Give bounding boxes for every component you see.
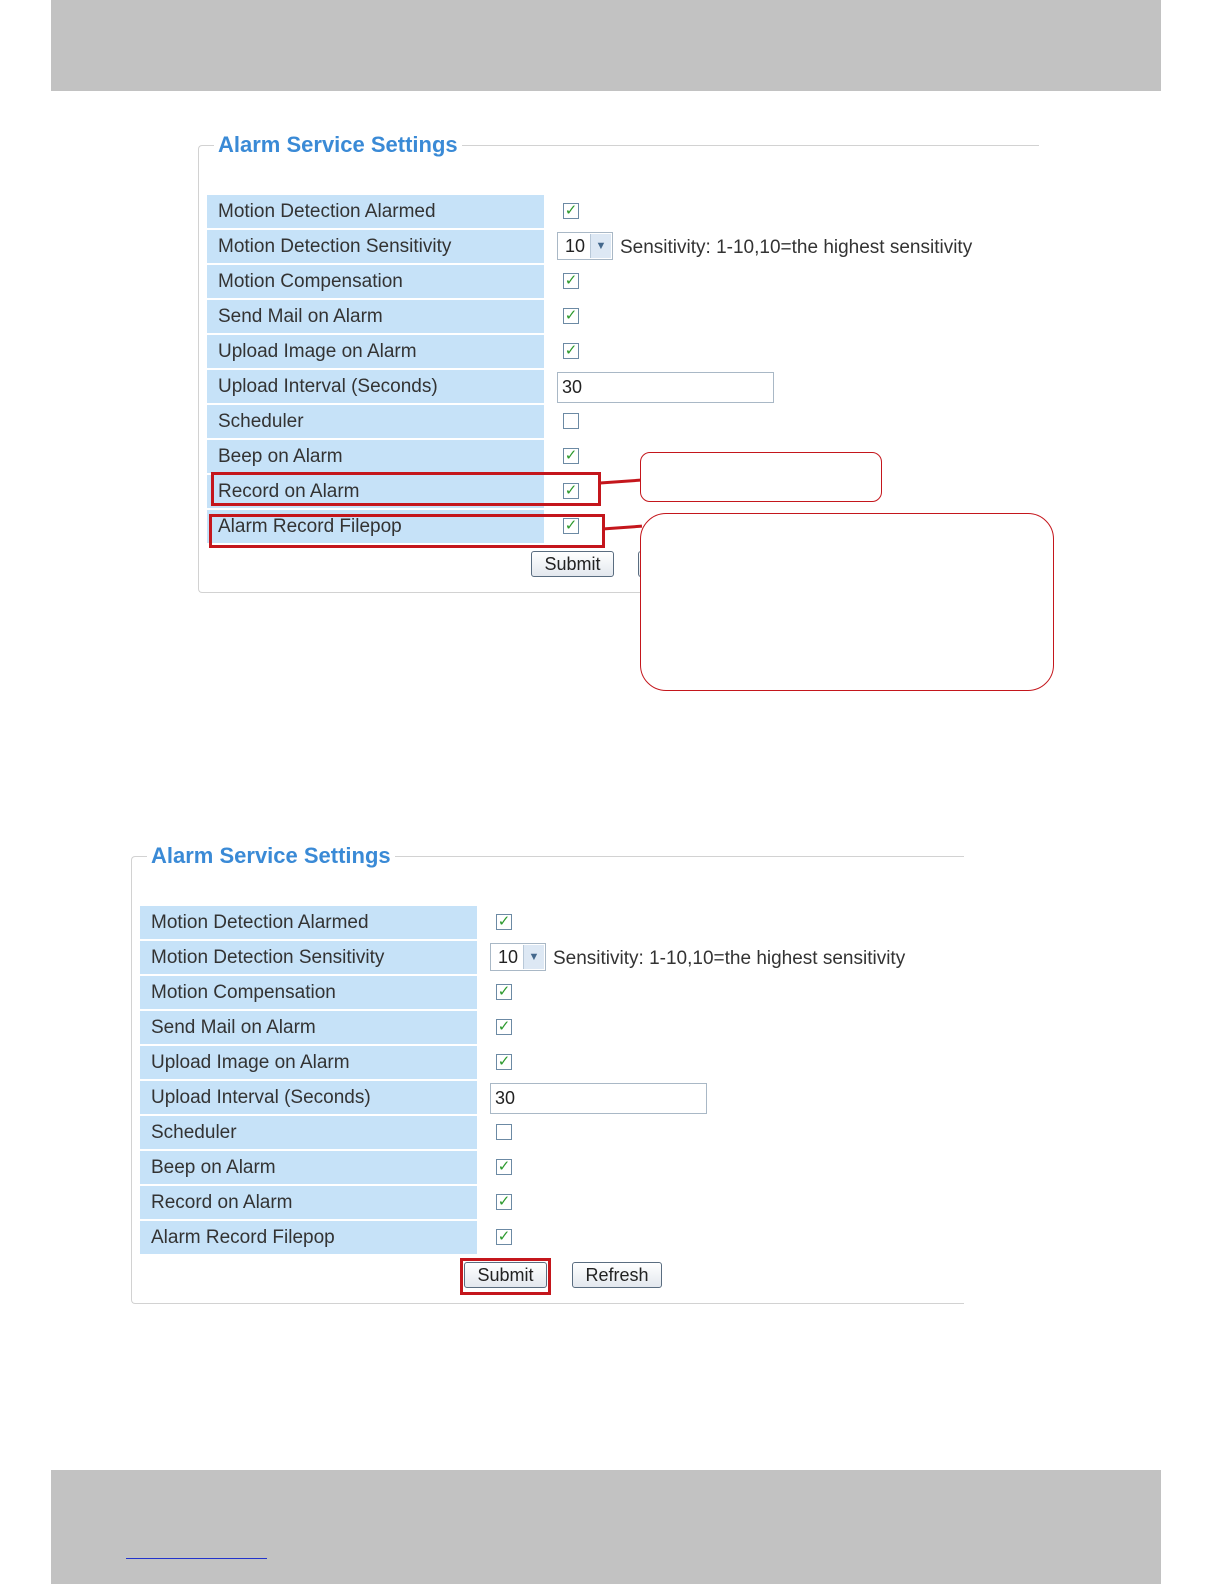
chevron-down-icon[interactable]: ▼ [523, 945, 544, 969]
check-icon: ✓ [497, 913, 511, 930]
setting-label: Beep on Alarm [207, 440, 544, 473]
page-footer-band [51, 1470, 1161, 1584]
chevron-down-icon[interactable]: ▼ [590, 234, 611, 258]
setting-label: Alarm Record Filepop [140, 1221, 477, 1254]
setting-checkbox[interactable] [563, 308, 579, 324]
check-icon: ✓ [497, 1158, 511, 1175]
sensitivity-hint: Sensitivity: 1-10,10=the highest sensitivity [553, 948, 906, 969]
check-icon: ✓ [497, 1018, 511, 1035]
setting-checkbox[interactable] [563, 203, 579, 219]
setting-label: Motion Detection Sensitivity [140, 941, 477, 974]
check-icon: ✓ [564, 517, 578, 534]
setting-checkbox[interactable] [563, 343, 579, 359]
check-icon: ✓ [564, 482, 578, 499]
sensitivity-select[interactable] [557, 232, 613, 260]
setting-label: Scheduler [207, 405, 544, 438]
setting-label: Motion Detection Alarmed [140, 906, 477, 939]
sensitivity-select[interactable] [490, 943, 546, 971]
setting-checkbox[interactable] [563, 413, 579, 429]
check-icon: ✓ [564, 307, 578, 324]
setting-label: Send Mail on Alarm [207, 300, 544, 333]
check-icon: ✓ [564, 447, 578, 464]
setting-checkbox[interactable] [496, 1019, 512, 1035]
annotation-callout-2 [640, 513, 1054, 691]
refresh-button[interactable]: Refresh [572, 1262, 662, 1288]
submit-highlight [460, 1258, 551, 1295]
check-icon: ✓ [497, 1053, 511, 1070]
select-value: 10 [498, 947, 519, 967]
panel-title: Alarm Service Settings [214, 131, 462, 159]
setting-label: Motion Detection Sensitivity [207, 230, 544, 263]
check-icon: ✓ [497, 983, 511, 1000]
setting-label: Motion Detection Alarmed [207, 195, 544, 228]
setting-checkbox[interactable] [496, 984, 512, 1000]
setting-label: Record on Alarm [140, 1186, 477, 1219]
panel-title: Alarm Service Settings [147, 842, 395, 870]
sensitivity-hint: Sensitivity: 1-10,10=the highest sensitivity [620, 237, 973, 258]
upload-interval-input[interactable]: 30 [490, 1083, 707, 1114]
check-icon: ✓ [497, 1228, 511, 1245]
setting-checkbox[interactable] [496, 1194, 512, 1210]
submit-button[interactable]: Submit [531, 551, 614, 577]
setting-label: Upload Interval (Seconds) [207, 370, 544, 403]
setting-label: Scheduler [140, 1116, 477, 1149]
setting-label: Beep on Alarm [140, 1151, 477, 1184]
setting-checkbox[interactable] [496, 914, 512, 930]
setting-label: Record on Alarm [207, 475, 544, 508]
alarm-settings-panel-2 [131, 842, 963, 1304]
setting-checkbox[interactable] [563, 273, 579, 289]
annotation-callout-1 [640, 452, 882, 502]
submit-button[interactable]: Submit [464, 1262, 547, 1288]
page-header-band [51, 0, 1161, 91]
setting-label: Upload Interval (Seconds) [140, 1081, 477, 1114]
setting-label: Motion Compensation [207, 265, 544, 298]
footer-link-underline[interactable] [126, 1558, 267, 1559]
check-icon: ✓ [564, 272, 578, 289]
setting-checkbox[interactable] [496, 1159, 512, 1175]
setting-checkbox[interactable] [563, 448, 579, 464]
setting-label: Upload Image on Alarm [140, 1046, 477, 1079]
select-value: 10 [565, 236, 586, 256]
upload-interval-input[interactable]: 30 [557, 372, 774, 403]
setting-label: Upload Image on Alarm [207, 335, 544, 368]
setting-label: Motion Compensation [140, 976, 477, 1009]
record-on-alarm-highlight [211, 472, 601, 506]
check-icon: ✓ [497, 1193, 511, 1210]
check-icon: ✓ [564, 202, 578, 219]
alarm-record-filepop-highlight [209, 514, 605, 548]
check-icon: ✓ [564, 342, 578, 359]
setting-checkbox[interactable] [496, 1124, 512, 1140]
setting-label: Send Mail on Alarm [140, 1011, 477, 1044]
setting-label: Alarm Record Filepop [207, 510, 544, 543]
setting-checkbox[interactable] [496, 1229, 512, 1245]
setting-checkbox[interactable] [496, 1054, 512, 1070]
